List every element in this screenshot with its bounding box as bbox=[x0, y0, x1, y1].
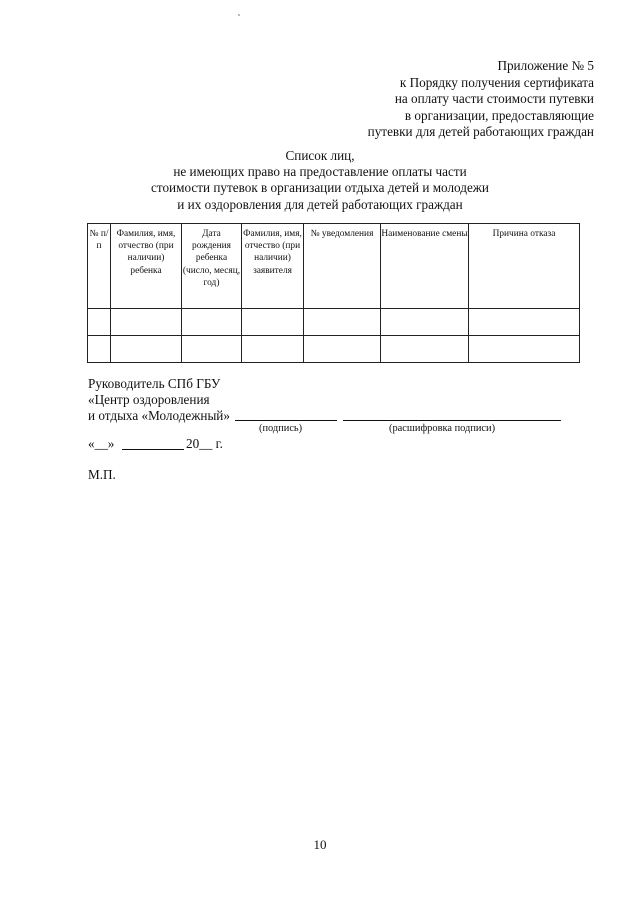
table-cell bbox=[242, 336, 304, 363]
signature-caption: (подпись) bbox=[259, 423, 303, 434]
title-line: стоимости путевок в организации отдыха детей и молодежи bbox=[151, 180, 489, 196]
table-cell bbox=[88, 336, 111, 363]
scan-speck bbox=[238, 14, 240, 16]
signatory-line-1: Руководитель СПб ГБУ bbox=[88, 376, 221, 391]
header-applicant-name: Фамилия, имя, отчество (при наличии) заявителя bbox=[242, 224, 304, 309]
title-line: не имеющих право на предоставление оплаты части bbox=[173, 164, 467, 180]
header-number: № п/п bbox=[88, 224, 111, 309]
signature-decode-caption: (расшифровка подписи) bbox=[389, 423, 496, 434]
table-cell bbox=[111, 336, 182, 363]
header-notification-number: № уведомления bbox=[304, 224, 381, 309]
table-cell bbox=[182, 336, 242, 363]
header-shift-name: Наименование смены bbox=[381, 224, 469, 309]
table-cell bbox=[469, 336, 580, 363]
signature-decode-blank bbox=[343, 420, 561, 421]
header-birth-date: Дата рождения ребенка (число, месяц, год) bbox=[182, 224, 242, 309]
signatory-line-2: «Центр оздоровления bbox=[88, 392, 210, 407]
table-cell bbox=[88, 309, 111, 336]
page-number: 10 bbox=[313, 837, 327, 852]
appendix-header bbox=[368, 58, 594, 141]
table-row bbox=[88, 336, 580, 363]
date-prefix: «__» bbox=[88, 436, 115, 451]
refusal-table bbox=[87, 223, 580, 363]
table-cell bbox=[304, 309, 381, 336]
table-cell bbox=[304, 336, 381, 363]
table-cell bbox=[242, 309, 304, 336]
list-title bbox=[0, 148, 640, 213]
appendix-line: путевки для детей работающих граждан bbox=[367, 124, 594, 139]
table-cell bbox=[381, 336, 469, 363]
appendix-line: на оплату части стоимости путевки bbox=[394, 91, 594, 106]
title-line: Список лиц, bbox=[285, 148, 355, 163]
stamp-place: М.П. bbox=[88, 467, 116, 482]
appendix-line: в организации, предоставляющие bbox=[404, 107, 594, 123]
table-cell bbox=[182, 309, 242, 336]
table-cell bbox=[469, 309, 580, 336]
header-refusal-reason: Причина отказа bbox=[469, 224, 580, 309]
signatory-line-3: и отдыха «Молодежный» bbox=[88, 408, 230, 423]
date-year: 20__ г. bbox=[186, 436, 223, 451]
table-row bbox=[88, 309, 580, 336]
date-month-blank bbox=[122, 449, 184, 450]
header-child-name: Фамилия, имя, отчество (при наличии) ребенка bbox=[111, 224, 182, 309]
table-header-row bbox=[88, 224, 580, 309]
appendix-line: к Порядку получения сертификата bbox=[399, 74, 594, 90]
title-line: и их оздоровления для детей работающих граждан bbox=[177, 196, 463, 212]
table-cell bbox=[111, 309, 182, 336]
table-cell bbox=[381, 309, 469, 336]
appendix-line: Приложение № 5 bbox=[497, 58, 594, 73]
signature-blank bbox=[235, 420, 337, 421]
